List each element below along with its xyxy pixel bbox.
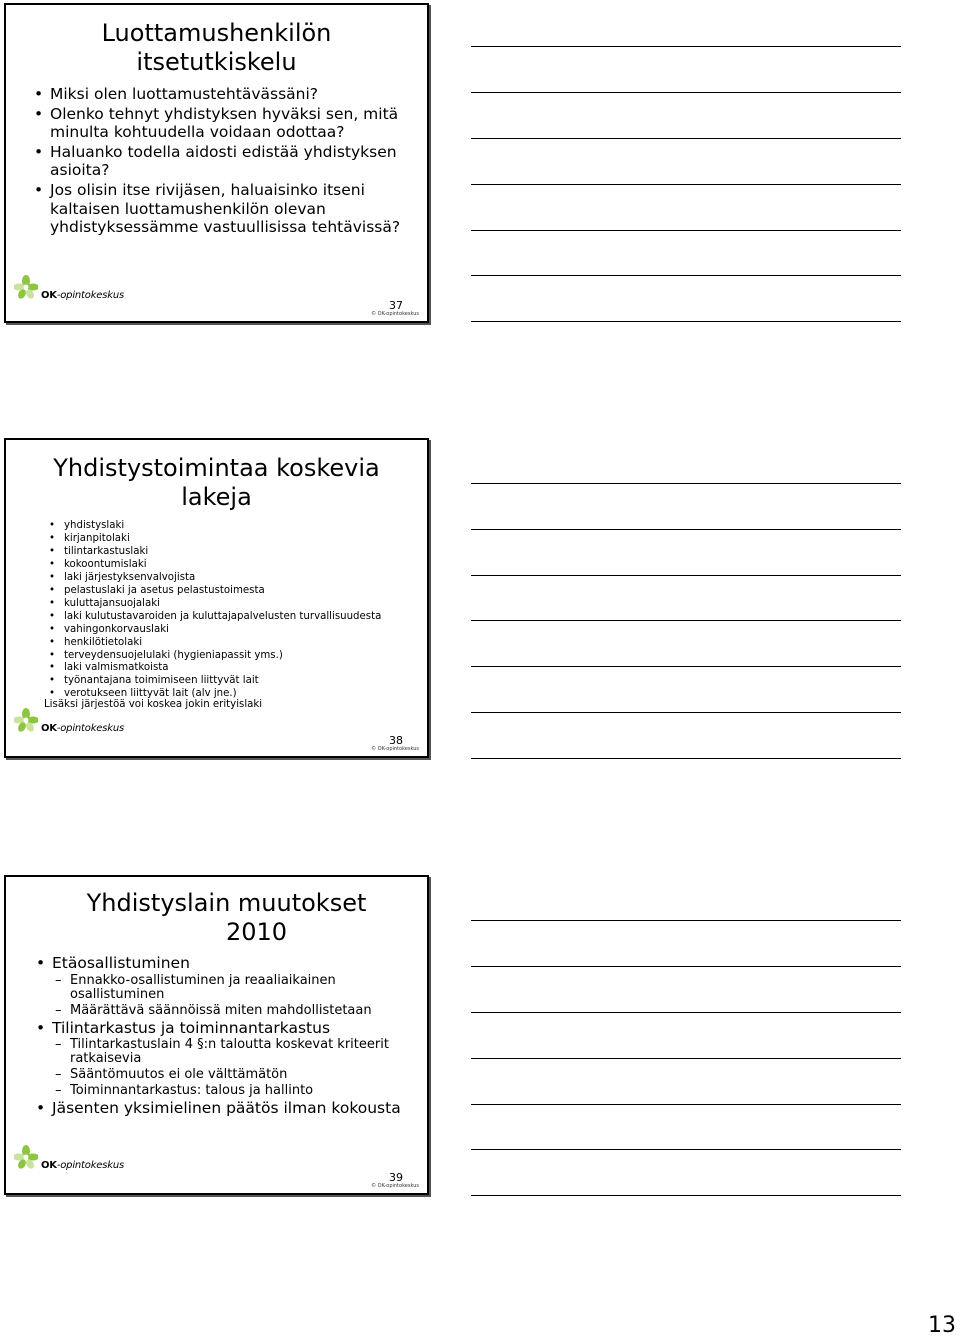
bullet-item: • vahingonkorvauslaki xyxy=(64,624,419,637)
bullet-item: • tilintarkastuslaki xyxy=(64,546,419,559)
slide-38 xyxy=(4,438,429,758)
note-line xyxy=(471,758,901,759)
bullet-item: • Jos olisin itse rivijäsen, haluaisinko itseni kaltaisen luottamushenkilön olevan yhdistyksessämme vastuullisissa tehtävissä? xyxy=(50,181,411,237)
note-line xyxy=(471,321,901,322)
bullet-item: • työnantajana toimimiseen liittyvät lait xyxy=(64,675,419,688)
outline-item-level2: – Tilintarkastuslain 4 §:n taloutta koskevat kriteerit ratkaisevia xyxy=(70,1038,417,1066)
note-line xyxy=(471,1058,901,1059)
outline-list xyxy=(52,955,417,1119)
note-line xyxy=(471,1195,901,1196)
slide-number: 38 xyxy=(389,734,403,747)
note-line xyxy=(471,46,901,47)
note-line xyxy=(471,1012,901,1013)
note-line xyxy=(471,275,901,276)
logo-text: OK-opintokeskus xyxy=(41,290,124,301)
bullet-list xyxy=(64,520,419,701)
note-line xyxy=(471,712,901,713)
outline-item-level1: • Jäsenten yksimielinen päätös ilman kokousta xyxy=(52,1100,417,1117)
logo-text: OK-opintokeskus xyxy=(41,1160,124,1171)
bullet-item: • pelastuslaki ja asetus pelastustoimesta xyxy=(64,585,419,598)
outline-item-level2: – Ennakko-osallistuminen ja reaaliaikainen osallistuminen xyxy=(70,974,417,1002)
note-line xyxy=(471,620,901,621)
ok-opintokeskus-logo xyxy=(14,275,124,301)
bullet-list xyxy=(50,85,411,238)
slide-title: Yhdistystoimintaa koskevia lakeja xyxy=(53,454,380,511)
outline-item-level2: – Määrättävä säännöissä miten mahdollistetaan xyxy=(70,1004,417,1018)
bullet-item: • henkilötietolaki xyxy=(64,637,419,650)
note-line xyxy=(471,529,901,530)
extra-note: Lisäksi järjestöä voi koskea jokin erityislaki xyxy=(44,699,263,710)
slide-37 xyxy=(4,3,429,323)
bullet-item: • laki valmismatkoista xyxy=(64,662,419,675)
note-line xyxy=(471,666,901,667)
bullet-item: • kuluttajansuojalaki xyxy=(64,598,419,611)
note-line xyxy=(471,483,901,484)
bullet-item: • terveydensuojelulaki (hygieniapassit yms.) xyxy=(64,650,419,663)
outline-item-level1: • Etäosallistuminen xyxy=(52,955,417,972)
note-line xyxy=(471,575,901,576)
slide-39 xyxy=(4,875,429,1195)
note-line xyxy=(471,966,901,967)
outline-item-level2: – Toiminnantarkastus: talous ja hallinto xyxy=(70,1084,417,1098)
bullet-item: • Haluanko todella aidosti edistää yhdistyksen asioita? xyxy=(50,143,411,180)
bullet-item: • kirjanpitolaki xyxy=(64,533,419,546)
ok-opintokeskus-logo xyxy=(14,708,124,734)
note-line xyxy=(471,1149,901,1150)
flower-logo-icon xyxy=(14,275,38,301)
slide-title: Luottamushenkilön itsetutkiskelu xyxy=(101,19,332,76)
slide-title: Yhdistyslain muutokset 2010 xyxy=(86,889,367,946)
bullet-item: • kokoontumislaki xyxy=(64,559,419,572)
bullet-item: • yhdistyslaki xyxy=(64,520,419,533)
note-line xyxy=(471,920,901,921)
bullet-item: • laki kulutustavaroiden ja kuluttajapalvelusten turvallisuudesta xyxy=(64,611,419,624)
note-line xyxy=(471,1104,901,1105)
slide-number: 37 xyxy=(389,299,403,312)
note-line xyxy=(471,92,901,93)
logo-text: OK-opintokeskus xyxy=(41,723,124,734)
flower-logo-icon xyxy=(14,708,38,734)
ok-opintokeskus-logo xyxy=(14,1145,124,1171)
bullet-item: • Miksi olen luottamustehtävässäni? xyxy=(50,85,411,104)
copyright-text: © OK-opintokeskus xyxy=(371,1183,419,1189)
outline-item-level2: – Sääntömuutos ei ole välttämätön xyxy=(70,1068,417,1082)
slide-number: 39 xyxy=(389,1171,403,1184)
bullet-item: • verotukseen liittyvät lait (alv jne.) xyxy=(64,688,419,701)
copyright-text: © OK-opintokeskus xyxy=(371,311,419,317)
bullet-item: • Olenko tehnyt yhdistyksen hyväksi sen, mitä minulta kohtuudella voidaan odottaa? xyxy=(50,105,411,142)
page-number: 13 xyxy=(928,1313,956,1338)
note-line xyxy=(471,138,901,139)
outline-item-level1: • Tilintarkastus ja toiminnantarkastus xyxy=(52,1020,417,1037)
flower-logo-icon xyxy=(14,1145,38,1171)
bullet-item: • laki järjestyksenvalvojista xyxy=(64,572,419,585)
note-line xyxy=(471,184,901,185)
note-line xyxy=(471,230,901,231)
copyright-text: © OK-opintokeskus xyxy=(371,746,419,752)
